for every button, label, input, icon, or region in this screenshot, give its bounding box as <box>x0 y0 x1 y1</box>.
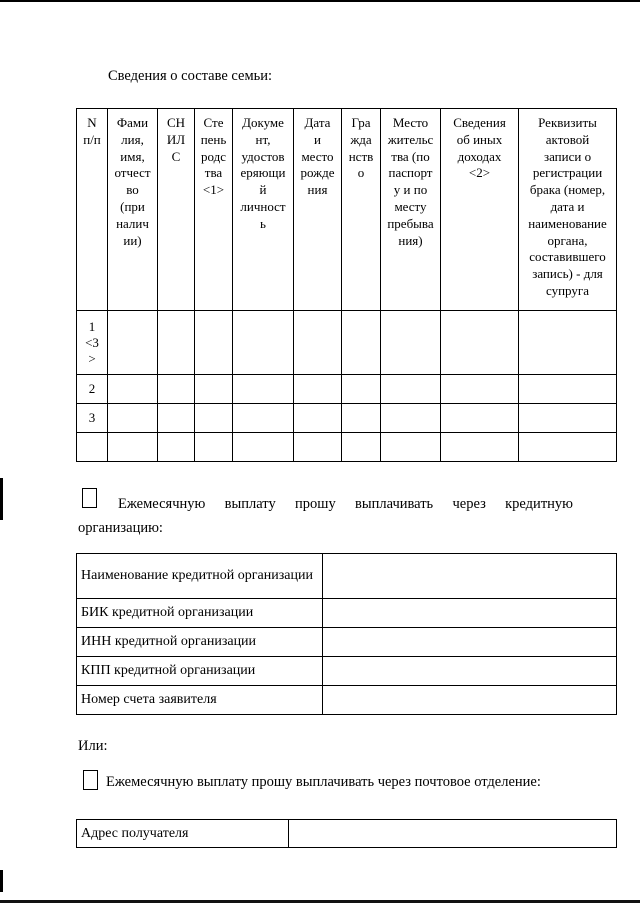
page-left-edge-mark <box>0 870 3 892</box>
table-cell[interactable] <box>519 375 617 404</box>
table-cell[interactable] <box>294 375 342 404</box>
bik-label: БИК кредитной организации <box>77 599 323 628</box>
table-cell[interactable] <box>441 433 519 462</box>
account-number-label: Номер счета заявителя <box>77 686 323 715</box>
table-cell[interactable] <box>381 375 441 404</box>
bank-name-field[interactable] <box>323 554 617 599</box>
family-heading: Сведения о составе семьи: <box>108 68 273 84</box>
table-cell[interactable] <box>158 311 195 375</box>
table-cell[interactable] <box>158 433 195 462</box>
table-cell[interactable] <box>233 311 294 375</box>
page-top-edge <box>0 0 640 2</box>
col-snils: СН ИЛ С <box>158 109 195 311</box>
post-option-text: Ежемесячную выплату прошу выплачивать через почтовое отделение: <box>106 774 541 790</box>
table-cell[interactable] <box>195 433 233 462</box>
table-cell[interactable] <box>381 311 441 375</box>
table-cell[interactable] <box>195 404 233 433</box>
family-header-row <box>77 109 617 311</box>
bank-name-label: Наименование кредитной организации <box>77 554 323 599</box>
row-number <box>77 433 108 462</box>
table-cell[interactable] <box>342 311 381 375</box>
row-number: 1 <3 > <box>77 311 108 375</box>
table-row <box>77 554 617 599</box>
table-cell[interactable] <box>441 404 519 433</box>
kpp-field[interactable] <box>323 657 617 686</box>
row-number: 3 <box>77 404 108 433</box>
table-cell[interactable] <box>294 311 342 375</box>
address-table <box>76 819 617 848</box>
col-birth: Дата и место рожде ния <box>294 109 342 311</box>
kpp-label: КПП кредитной организации <box>77 657 323 686</box>
table-row <box>77 686 617 715</box>
col-id-document: Докуме нт, удостов еряющи й личност ь <box>233 109 294 311</box>
post-option-checkbox[interactable] <box>83 770 98 790</box>
table-cell[interactable] <box>294 433 342 462</box>
family-table <box>76 108 617 462</box>
table-cell[interactable] <box>441 311 519 375</box>
table-row <box>77 404 617 433</box>
page-bottom-edge <box>0 900 640 903</box>
col-full-name: Фами лия, имя, отчест во (при налич ии) <box>108 109 158 311</box>
table-cell[interactable] <box>195 311 233 375</box>
table-cell[interactable] <box>195 375 233 404</box>
table-cell[interactable] <box>158 404 195 433</box>
table-cell[interactable] <box>233 433 294 462</box>
table-cell[interactable] <box>108 404 158 433</box>
table-cell[interactable] <box>381 433 441 462</box>
table-cell[interactable] <box>158 375 195 404</box>
table-cell[interactable] <box>519 404 617 433</box>
table-cell[interactable] <box>233 404 294 433</box>
table-cell[interactable] <box>294 404 342 433</box>
table-row <box>77 657 617 686</box>
col-marriage-record: Реквизиты актовой записи о регистрации брака (номер, дата и наименование органа, составившего запись) - для супруга <box>519 109 617 311</box>
table-cell[interactable] <box>441 375 519 404</box>
recipient-address-label: Адрес получателя <box>77 820 289 848</box>
recipient-address-field[interactable] <box>289 820 617 848</box>
account-number-field[interactable] <box>323 686 617 715</box>
table-cell[interactable] <box>519 433 617 462</box>
table-cell[interactable] <box>342 404 381 433</box>
col-number: N п/п <box>77 109 108 311</box>
inn-label: ИНН кредитной организации <box>77 628 323 657</box>
col-residence: Место жительс тва (по паспорт у и по месту пребыва ния) <box>381 109 441 311</box>
bank-details-table <box>76 553 617 715</box>
inn-field[interactable] <box>323 628 617 657</box>
table-cell[interactable] <box>108 311 158 375</box>
table-row <box>77 311 617 375</box>
table-cell[interactable] <box>342 433 381 462</box>
bank-option-text: Ежемесячную выплату прошу выплачивать через кредитную организацию: <box>78 496 573 536</box>
table-row <box>77 375 617 404</box>
table-row <box>77 628 617 657</box>
table-cell[interactable] <box>108 375 158 404</box>
col-citizenship: Гра жда нств о <box>342 109 381 311</box>
col-other-income: Сведения об иных доходах <2> <box>441 109 519 311</box>
table-cell[interactable] <box>342 375 381 404</box>
table-cell[interactable] <box>233 375 294 404</box>
table-cell[interactable] <box>381 404 441 433</box>
row-number: 2 <box>77 375 108 404</box>
table-row <box>77 599 617 628</box>
table-cell[interactable] <box>108 433 158 462</box>
or-label: Или: <box>78 738 108 754</box>
bik-field[interactable] <box>323 599 617 628</box>
table-cell[interactable] <box>519 311 617 375</box>
table-row <box>77 820 617 848</box>
table-row <box>77 433 617 462</box>
col-relation: Сте пень родс тва <1> <box>195 109 233 311</box>
page-left-edge-mark <box>0 478 3 520</box>
